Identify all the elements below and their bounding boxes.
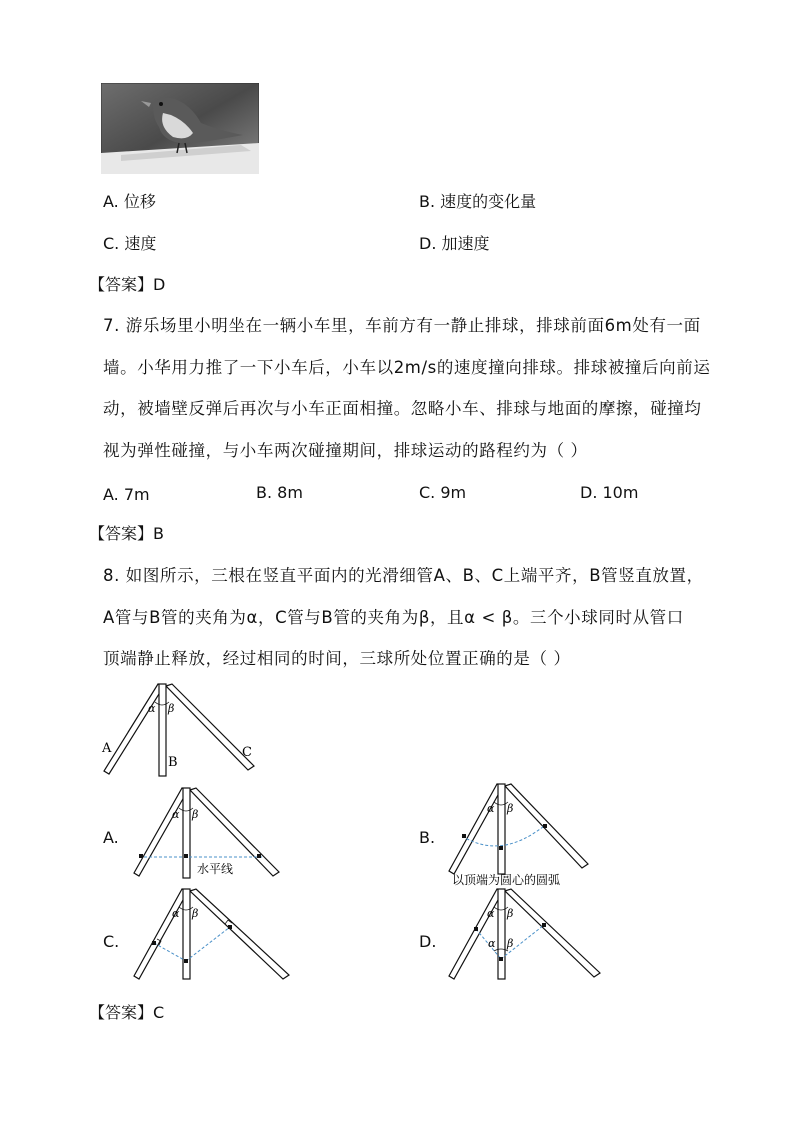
q7-option-a: A. 7m: [103, 485, 150, 504]
svg-text:β: β: [507, 937, 514, 950]
q8-option-d-figure: [440, 885, 610, 985]
main-alpha-label: α: [148, 702, 156, 715]
q8-option-a-figure: [125, 780, 285, 880]
q7-option-d: D. 10m: [580, 483, 639, 502]
q8-main-figure: [95, 680, 270, 780]
q8-option-b-figure: [440, 780, 610, 890]
svg-text:α: α: [487, 802, 495, 815]
note-horizontal-line: 水平线: [197, 862, 234, 876]
svg-text:α: α: [487, 907, 495, 920]
q8-answer: 【答案】C: [89, 1003, 165, 1022]
svg-text:β: β: [507, 907, 514, 920]
q6-option-a: A. 位移: [103, 192, 156, 211]
q7-line-3: 动，被墙壁反弹后再次与小车正面相撞。忽略小车、排球与地面的摩擦，碰撞均: [103, 399, 702, 418]
svg-text:α: α: [488, 937, 496, 950]
svg-text:β: β: [192, 808, 199, 821]
main-label-b: B: [168, 755, 178, 770]
q6-option-c: C. 速度: [103, 234, 157, 253]
q8-option-b-label: B.: [419, 828, 436, 847]
q8-option-c-figure: [125, 885, 295, 985]
q7-line-4: 视为弹性碰撞，与小车两次碰撞期间，排球运动的路程约为（ ）: [103, 441, 588, 460]
q8-line-1: 8. 如图所示，三根在竖直平面内的光滑细管A、B、C上端平齐，B管竖直放置，: [103, 566, 704, 585]
q7-option-c: C. 9m: [419, 483, 467, 502]
svg-text:β: β: [507, 802, 514, 815]
bird-photo: [101, 83, 259, 174]
q8-line-3: 顶端静止释放，经过相同的时间，三球所处位置正确的是（ ）: [103, 649, 571, 668]
q7-line-2: 墙。小华用力推了一下小车后，小车以2m/s的速度撞向排球。排球被撞后向前运: [103, 358, 711, 377]
q6-option-d: D. 加速度: [419, 234, 490, 253]
main-label-a: A: [102, 741, 112, 756]
q8-option-d-label: D.: [419, 932, 437, 951]
main-label-c: C: [242, 745, 252, 760]
q6-option-b: B. 速度的变化量: [419, 192, 537, 211]
svg-text:β: β: [192, 907, 199, 920]
note-arc: 以顶端为圆心的圆弧: [452, 873, 561, 887]
q7-line-1: 7. 游乐场里小明坐在一辆小车里，车前方有一静止排球，排球前面6m处有一面: [103, 316, 701, 335]
q8-line-2: A管与B管的夹角为α，C管与B管的夹角为β，且α < β。三个小球同时从管口: [103, 608, 684, 627]
q8-option-c-label: C.: [103, 932, 120, 951]
q8-option-a-label: A.: [103, 828, 119, 847]
q7-option-b: B. 8m: [256, 483, 303, 502]
svg-text:α: α: [172, 808, 180, 821]
q6-answer: 【答案】D: [89, 275, 166, 294]
svg-text:α: α: [172, 907, 180, 920]
main-beta-label: β: [168, 702, 175, 715]
q7-answer: 【答案】B: [89, 524, 164, 543]
